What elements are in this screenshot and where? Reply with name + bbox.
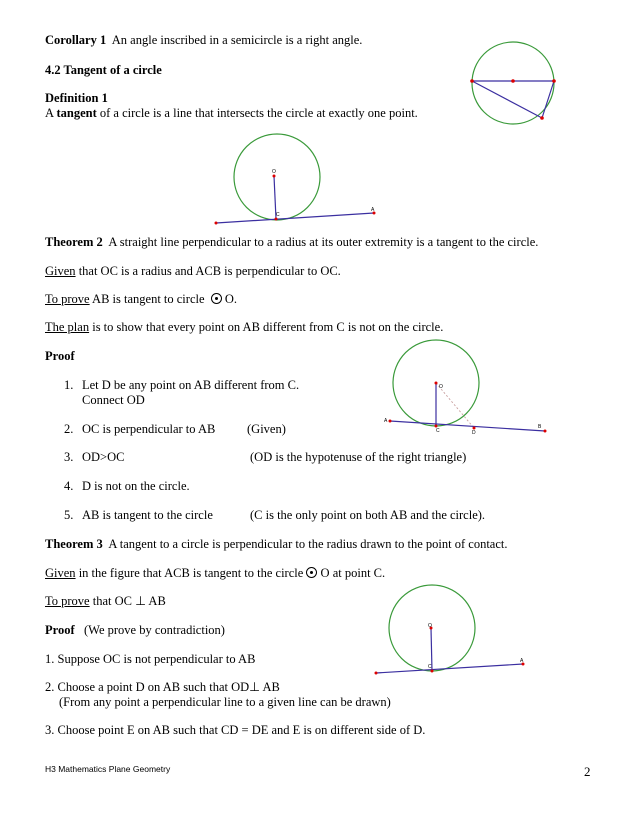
definition-term: tangent — [56, 106, 97, 120]
fig3-label-a: A — [520, 658, 524, 664]
fig3-label-o: O — [428, 623, 432, 629]
t2-step-2-text: OC is perpendicular to AB — [82, 422, 216, 436]
definition-label: Definition 1 — [45, 91, 108, 105]
t2-step-2-num: 2. — [64, 422, 74, 436]
t3-step-1: 1. Suppose OC is not perpendicular to AB — [45, 652, 256, 666]
t2-step-3-reason: (OD is the hypotenuse of the right triangle) — [250, 450, 467, 464]
point-marker — [540, 116, 544, 120]
t2-step-5-num: 5. — [64, 508, 74, 522]
fig1-label-c: C — [276, 212, 280, 218]
t2-step-1-line2: Connect OD — [82, 393, 145, 407]
point-marker — [389, 420, 392, 423]
tangent-figure-3 — [370, 585, 540, 675]
fig1-circle — [234, 134, 320, 220]
t2-step-5-text: AB is tangent to the circle — [82, 508, 213, 522]
t2-step-5-reason: (C is the only point on both AB and the circle). — [250, 508, 486, 522]
point-marker — [544, 430, 547, 433]
theorem2-proof-label: Proof — [45, 349, 75, 363]
t2-step-1-num: 1. — [64, 378, 74, 392]
point-marker — [470, 79, 474, 83]
fig2-label-d: D — [472, 430, 476, 436]
t3-proof-note: (We prove by contradiction) — [84, 623, 225, 637]
t3-step-3: 3. Choose point E on AB such that CD = DE and E is on different side of D. — [45, 723, 426, 737]
fig3-tangent — [376, 664, 523, 673]
theorem2-label: Theorem 2 — [45, 235, 103, 249]
theorem3-proof — [45, 623, 225, 638]
semicircle-figure — [468, 38, 558, 128]
theorem2-given — [45, 264, 341, 279]
t3-given-label: Given — [45, 566, 76, 580]
theorem3-text: A tangent to a circle is perpendicular to the radius drawn to the point of contact. — [108, 537, 508, 551]
t3-proof-label: Proof — [45, 623, 75, 637]
page-number: 2 — [584, 764, 591, 779]
fig3-label-c: C — [428, 664, 432, 670]
plan-text: is to show that every point on AB different from C is not on the circle. — [89, 320, 444, 334]
fig2-label-o: O — [439, 384, 443, 390]
circle-dot-icon — [211, 293, 222, 304]
theorem3-toprove — [45, 594, 166, 609]
point-marker — [215, 222, 218, 225]
tangent-figure-2 — [380, 340, 550, 440]
chord-1 — [472, 81, 542, 118]
fig1-label-a: A — [371, 207, 375, 213]
point-marker — [511, 79, 515, 83]
definition-pre: A — [45, 106, 57, 120]
definition-text — [45, 106, 418, 121]
t2-step-3-text: OD>OC — [82, 450, 125, 464]
definition-post: of a circle is a line that intersects the circle at exactly one point. — [96, 106, 418, 120]
chord-2 — [542, 81, 554, 118]
fig2-label-a: A — [384, 418, 388, 424]
fig2-label-c: C — [436, 428, 440, 434]
fig2-label-b: B — [538, 424, 542, 430]
t2-step-4-text: D is not on the circle. — [82, 479, 190, 493]
t2-step-4-num: 4. — [64, 479, 74, 493]
corollary-text: An angle inscribed in a semicircle is a right angle. — [111, 33, 363, 47]
theorem2-toprove — [45, 292, 237, 307]
t2-step-2-reason: (Given) — [247, 422, 286, 436]
section-title: 4.2 Tangent of a circle — [45, 63, 162, 77]
semicircle-circle — [472, 42, 554, 124]
point-marker — [375, 672, 378, 675]
point-marker — [435, 382, 438, 385]
toprove-text: AB is tangent to circle — [89, 292, 205, 306]
circle-dot-icon — [306, 567, 317, 578]
toprove-end: O. — [224, 292, 238, 306]
footer-left: H3 Mathematics Plane Geometry — [45, 764, 171, 774]
t3-given-text: in the figure that ACB is tangent to the circle — [75, 566, 304, 580]
theorem-2 — [45, 235, 538, 250]
t2-step-3-num: 3. — [64, 450, 74, 464]
corollary-1 — [45, 33, 362, 48]
t3-toprove-text: that OC ⊥ AB — [89, 594, 166, 608]
theorem3-label: Theorem 3 — [45, 537, 103, 551]
point-marker — [552, 79, 556, 83]
theorem3-given — [45, 566, 385, 581]
fig2-tangent — [390, 421, 545, 431]
corollary-label: Corollary 1 — [45, 33, 107, 47]
t3-step-2-line1: 2. Choose a point D on AB such that OD⊥ AB — [45, 680, 280, 694]
t3-toprove-label: To prove — [45, 594, 90, 608]
fig1-tangent — [216, 213, 374, 223]
t2-step-1-line1: Let D be any point on AB different from C. — [82, 378, 300, 392]
plan-label: The plan — [45, 320, 90, 334]
fig1-label-o: O — [272, 169, 276, 175]
t3-step-2-line2: (From any point a perpendicular line to a given line can be drawn) — [59, 695, 391, 709]
theorem-3 — [45, 537, 508, 552]
theorem2-plan — [45, 320, 443, 335]
given-label: Given — [45, 264, 76, 278]
toprove-label: To prove — [45, 292, 90, 306]
tangent-figure-1 — [210, 133, 390, 233]
t3-given-end: O at point C. — [320, 566, 386, 580]
theorem2-text: A straight line perpendicular to a radius at its outer extremity is a tangent to the circle. — [108, 235, 539, 249]
given-text: that OC is a radius and ACB is perpendicular to OC. — [75, 264, 341, 278]
